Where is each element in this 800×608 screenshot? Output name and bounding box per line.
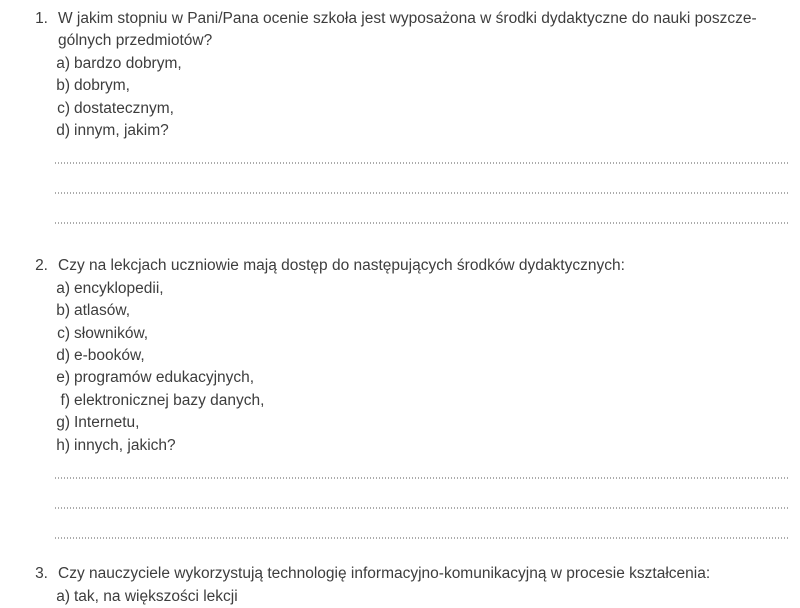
option-item <box>0 120 800 142</box>
answer-blank-line <box>55 537 790 539</box>
option-text: atlasów, <box>74 302 131 320</box>
option-text: tak, na większości lekcji <box>74 587 238 605</box>
question-text <box>58 563 710 585</box>
option-item <box>0 323 800 345</box>
question-number: 3. <box>35 565 48 583</box>
option-text: elektronicznej bazy danych, <box>74 391 265 409</box>
option-letter: e) <box>56 369 70 387</box>
question-row <box>0 255 800 277</box>
option-text: innych, jakich? <box>74 436 176 454</box>
answer-blank-line <box>55 192 790 194</box>
answer-blank-line <box>55 507 790 509</box>
question-row <box>0 8 800 53</box>
question-block <box>0 8 800 224</box>
answer-blank-group <box>0 477 800 539</box>
option-text: bardzo dobrym, <box>74 54 182 72</box>
option-letter: b) <box>56 77 70 95</box>
option-letter: a) <box>56 54 70 72</box>
option-text: innym, jakim? <box>74 122 169 140</box>
option-letter: c) <box>57 99 70 117</box>
option-letter: d) <box>56 122 70 140</box>
option-text: e-booków, <box>74 347 145 365</box>
option-text: dobrym, <box>74 77 130 95</box>
option-letter: a) <box>56 587 70 605</box>
question-text-line: gólnych przedmiotów? <box>58 32 213 50</box>
question-number: 1. <box>35 10 48 27</box>
option-letter: g) <box>56 414 70 432</box>
option-item <box>0 390 800 412</box>
option-text: Internetu, <box>74 414 140 432</box>
option-letter: a) <box>56 279 70 297</box>
option-text: słowników, <box>74 324 149 342</box>
option-item <box>0 412 800 434</box>
option-item <box>0 435 800 457</box>
option-letter: b) <box>56 302 70 320</box>
option-letter: c) <box>57 324 70 342</box>
question-text-line: Czy nauczyciele wykorzystują technologię informacyjno-komunikacyjną w procesie kształcenia: <box>58 565 711 583</box>
question-text-line: W jakim stopniu w Pani/Pana ocenie szkoła jest wyposażona w środki dydaktyczne do nauki poszcze- <box>58 10 757 27</box>
option-item <box>0 98 800 120</box>
option-item <box>0 53 800 75</box>
answer-blank-line <box>55 477 790 479</box>
option-item <box>0 345 800 367</box>
option-item <box>0 278 800 300</box>
question-block <box>0 255 800 539</box>
option-item <box>0 586 800 608</box>
question-text-line: Czy na lekcjach uczniowie mają dostęp do następujących środków dydaktycznych: <box>58 257 625 275</box>
question-text <box>58 255 625 277</box>
question-row <box>0 563 800 585</box>
option-letter: f) <box>60 391 70 409</box>
option-text: encyklopedii, <box>74 279 164 297</box>
answer-blank-line <box>55 222 790 224</box>
option-text: programów edukacyjnych, <box>74 369 255 387</box>
option-item <box>0 367 800 389</box>
question-number: 2. <box>35 257 48 275</box>
question-block <box>0 563 800 608</box>
answer-blank-line <box>55 162 790 164</box>
option-letter: d) <box>56 347 70 365</box>
option-text: dostatecznym, <box>74 99 174 117</box>
question-text <box>58 8 757 53</box>
option-letter: h) <box>56 436 70 454</box>
answer-blank-group <box>0 162 800 224</box>
option-item <box>0 75 800 97</box>
option-item <box>0 300 800 322</box>
